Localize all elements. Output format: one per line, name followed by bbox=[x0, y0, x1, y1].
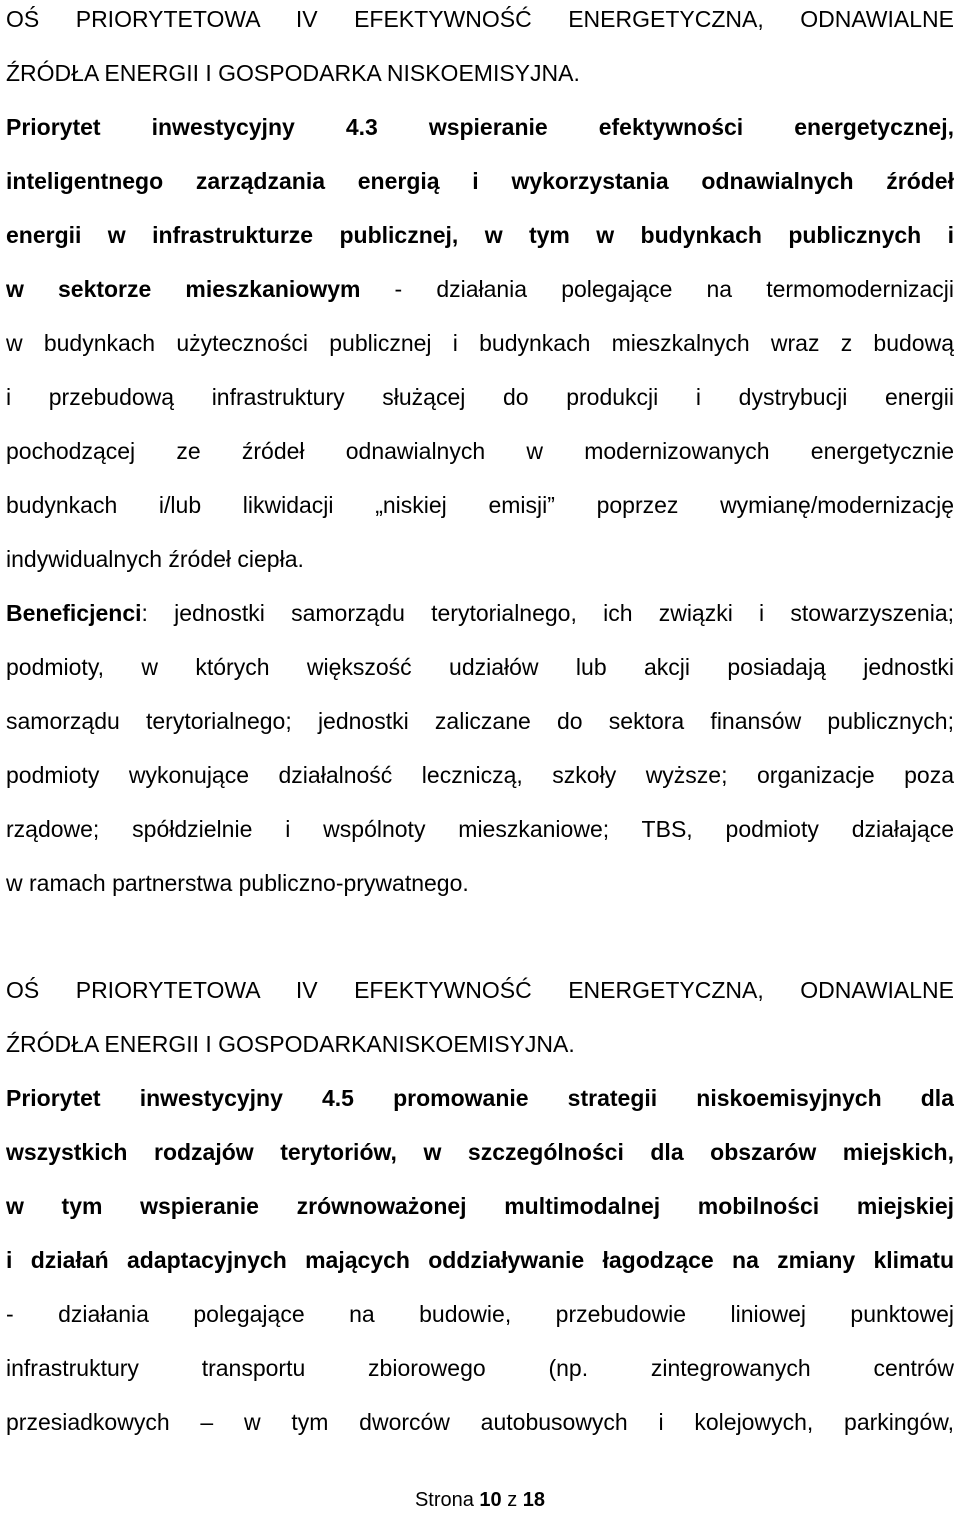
footer-middle: z bbox=[501, 1489, 523, 1511]
beneficiaries-line-4: podmioty wykonujące działalność leczniczą, szkoły wyższe; organizacje poza bbox=[6, 762, 954, 788]
section1-priority-line-2: inteligentnego zarządzania energią i wykorzystania odnawialnych źródeł bbox=[6, 168, 954, 194]
section2-heading-line-2: ŹRÓDŁA ENERGII I GOSPODARKANISKOEMISYJNA. bbox=[6, 1031, 575, 1057]
footer-page-number: 10 bbox=[479, 1489, 502, 1511]
section1-priority-line-4 bbox=[6, 272, 954, 306]
beneficiaries-line-6: w ramach partnerstwa publiczno-prywatnego. bbox=[6, 870, 469, 896]
section1-body-line-3: pochodzącej ze źródeł odnawialnych w modernizowanych energetycznie bbox=[6, 438, 954, 464]
section1-heading-line-1: OŚ PRIORYTETOWA IV EFEKTYWNOŚĆ ENERGETYCZNA, ODNAWIALNE bbox=[6, 6, 954, 32]
footer-prefix: Strona bbox=[414, 1489, 480, 1511]
section2-body-line-1: - działania polegające na budowie, przebudowie liniowej punktowej bbox=[6, 1301, 954, 1327]
section1-heading-line-2: ŹRÓDŁA ENERGII I GOSPODARKA NISKOEMISYJNA. bbox=[6, 60, 580, 86]
section1-body-line-5: indywidualnych źródeł ciepła. bbox=[6, 546, 304, 572]
section1-priority-line-3: energii w infrastrukturze publicznej, w tym w budynkach publicznych i bbox=[6, 222, 954, 248]
section2-priority-line-4: i działań adaptacyjnych mających oddziaływanie łagodzące na zmiany klimatu bbox=[6, 1247, 954, 1273]
beneficiaries-line-2: podmioty, w których większość udziałów lub akcji posiadają jednostki bbox=[6, 654, 954, 680]
beneficiaries-line-1 bbox=[6, 596, 954, 630]
section1-priority-line-4-rest: - działania polegające na termomodernizacji bbox=[360, 276, 954, 302]
section2-priority-line-1: Priorytet inwestycyjny 4.5 promowanie strategii niskoemisyjnych dla bbox=[6, 1085, 954, 1111]
section1-priority-line-1: Priorytet inwestycyjny 4.3 wspieranie efektywności energetycznej, bbox=[6, 114, 954, 140]
beneficiaries-label: Beneficjenci bbox=[6, 600, 142, 626]
section1-body-line-2: i przebudową infrastruktury służącej do produkcji i dystrybucji energii bbox=[6, 384, 954, 410]
section2-body-line-3: przesiadkowych – w tym dworców autobusowych i kolejowych, parkingów, bbox=[6, 1409, 954, 1435]
beneficiaries-line-3: samorządu terytorialnego; jednostki zaliczane do sektora finansów publicznych; bbox=[6, 708, 954, 734]
section2-priority-line-2: wszystkich rodzajów terytoriów, w szczególności dla obszarów miejskich, bbox=[6, 1139, 954, 1165]
beneficiaries-line-5: rządowe; spółdzielnie i wspólnoty mieszkaniowe; TBS, podmioty działające bbox=[6, 816, 954, 842]
section2-body-line-2: infrastruktury transportu zbiorowego (np. zintegrowanych centrów bbox=[6, 1355, 954, 1381]
page-footer bbox=[0, 1488, 960, 1512]
section2-heading-line-1: OŚ PRIORYTETOWA IV EFEKTYWNOŚĆ ENERGETYCZNA, ODNAWIALNE bbox=[6, 977, 954, 1003]
section1-body-line-4: budynkach i/lub likwidacji „niskiej emisji” poprzez wymianę/modernizację bbox=[6, 492, 954, 518]
footer-total-pages: 18 bbox=[522, 1489, 546, 1511]
beneficiaries-line-1-rest: : jednostki samorządu terytorialnego, ich związki i stowarzyszenia; bbox=[141, 600, 954, 626]
section1-body-line-1: w budynkach użyteczności publicznej i budynkach mieszkalnych wraz z budową bbox=[6, 330, 954, 356]
section2-priority-line-3: w tym wspieranie zrównoważonej multimodalnej mobilności miejskiej bbox=[6, 1193, 954, 1219]
section1-priority-line-4-bold: w sektorze mieszkaniowym bbox=[6, 276, 361, 302]
